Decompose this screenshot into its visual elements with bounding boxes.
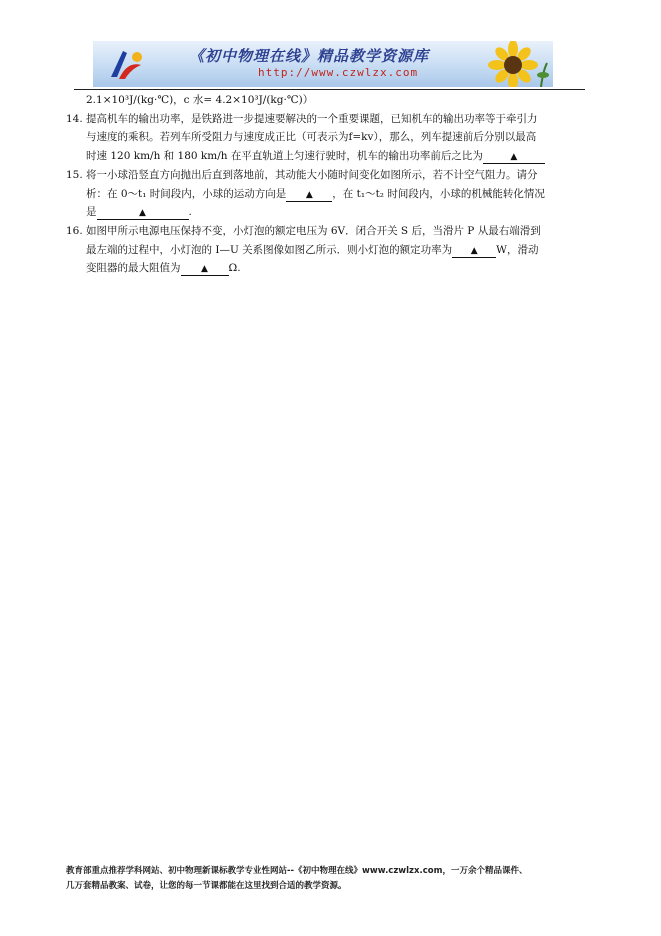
triangle-marker-icon: ▲ [139, 208, 146, 219]
header-banner [93, 41, 553, 87]
footer-line: 教育部重点推荐学科网站、初中物理新课标教学专业性网站--《初中物理在线》www.czwlzx.com，一万余个精品课件、 [66, 866, 528, 876]
triangle-marker-icon: ▲ [510, 152, 518, 163]
answer-blank[interactable] [452, 244, 496, 258]
question-content [66, 91, 586, 278]
triangle-marker-icon: ▲ [201, 264, 208, 275]
question-text: 析：在 0～t₁ 时间段内，小球的运动方向是 [86, 187, 287, 200]
answer-blank[interactable] [286, 188, 332, 202]
question-15 [66, 166, 586, 222]
question-number: 14. [66, 112, 83, 125]
question-number: 16. [66, 224, 83, 237]
question-16 [66, 222, 586, 278]
answer-blank[interactable] [181, 262, 229, 276]
site-logo-icon [107, 47, 147, 83]
page-footer [66, 864, 596, 894]
question-text: 与速度的乘积。若列车所受阻力与速度成正比（可表示为f=kv），那么，列车提速前后分别以最高 [86, 131, 537, 144]
footer-line: 几万套精品教案、试卷，让您的每一节课都能在这里找到合适的教学资源。 [66, 881, 347, 891]
header-rule [74, 89, 585, 90]
question-text: Ω. [228, 262, 241, 275]
banner-url[interactable]: http://www.czwlzx.com [258, 66, 419, 79]
triangle-marker-icon: ▲ [305, 189, 313, 200]
question-text: 将一小球沿竖直方向抛出后直到落地前，其动能大小随时间变化如图所示，若不计空气阻力。请分 [86, 168, 538, 181]
question-text: ，在 t₁～t₂ 时间段内，小球的机械能转化情况 [332, 187, 545, 200]
answer-blank[interactable] [97, 206, 189, 220]
answer-blank[interactable] [483, 150, 545, 164]
question-text: 变阻器的最大阻值为 [86, 262, 181, 275]
question-text: W，滑动 [496, 243, 539, 256]
triangle-marker-icon: ▲ [470, 245, 478, 256]
question-number: 15. [66, 168, 83, 181]
question-text: . [188, 206, 192, 219]
previous-question-tail: 2.1×10³J/(kg·℃)，c 水= 4.2×10³J/(kg·℃)） [86, 94, 314, 106]
question-text: 提高机车的输出功率，是铁路进一步提速要解决的一个重要课题，已知机车的输出功率等于牵引力 [86, 112, 538, 125]
question-text: 如图甲所示电源电压保持不变，小灯泡的额定电压为 6V．闭合开关 S 后，当滑片 P 从最右端滑到 [86, 224, 541, 237]
question-text: 时速 120 km/h 和 180 km/h 在平直轨道上匀速行驶时，机车的输出功率前后之比为 [86, 150, 483, 163]
question-text: 最左端的过程中，小灯泡的 I—U 关系图像如图乙所示．则小灯泡的额定功率为 [86, 243, 453, 256]
question-text: 是 [86, 206, 97, 219]
banner-title: 《初中物理在线》精品教学资源库 [189, 47, 430, 65]
question-14 [66, 110, 586, 166]
sunflower-icon [477, 41, 549, 87]
